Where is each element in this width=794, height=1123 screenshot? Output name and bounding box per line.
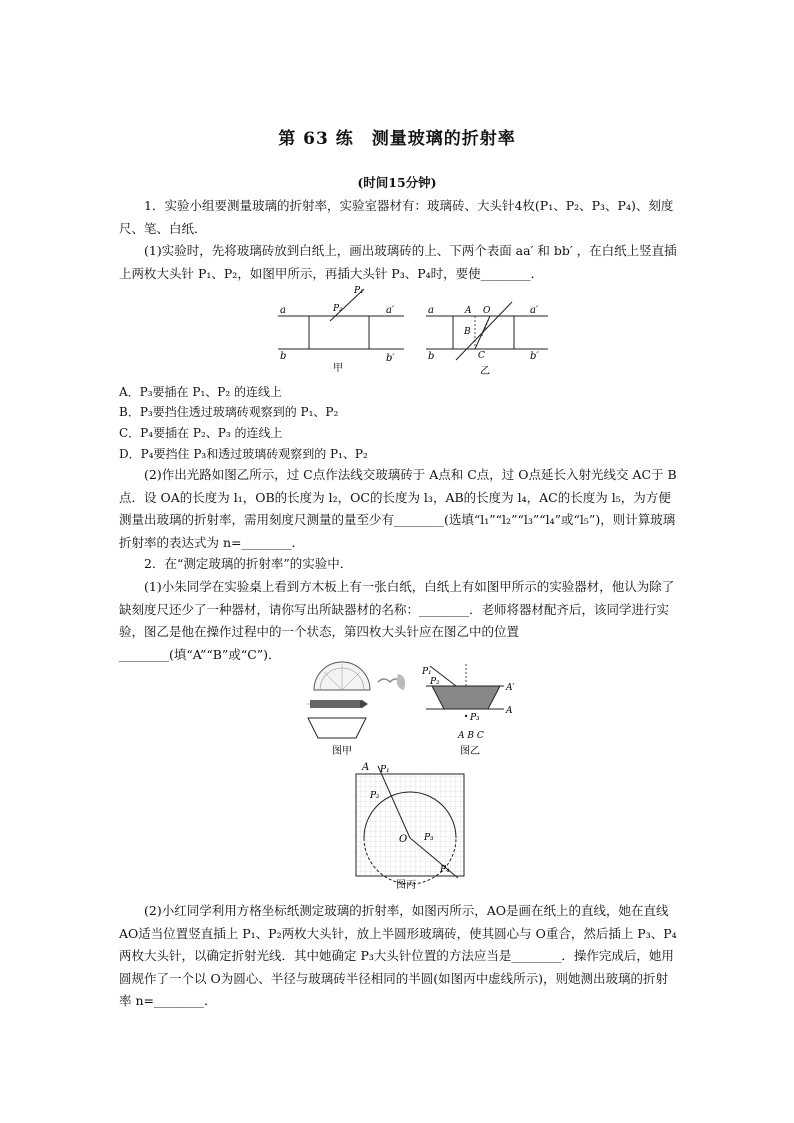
yi-label-b: b <box>428 351 435 362</box>
yi-label-A: A <box>465 306 472 316</box>
tubing-label-p3: P₃ <box>424 833 434 843</box>
q1-option-d: D．P₄要挡住 P₃和透过玻璃砖观察到的 P₁、P₂ <box>119 447 368 461</box>
jia-caption: 甲 <box>333 363 343 374</box>
q1-stem: 1．实验小组要测量玻璃的折射率，实验室器材有：玻璃砖、大头针4枚(P₁、P₂、P₃、P₄)、刻度尺、笔、白纸． <box>119 198 674 236</box>
q1-option-b: B．P₃要挡住透过玻璃砖观察到的 P₁、P₂ <box>119 405 339 419</box>
yi-label-C: C <box>478 351 485 361</box>
q2-stem: 2．在“测定玻璃的折射率”的实验中． <box>144 556 353 571</box>
q1-option-a: A．P₃要插在 P₁、P₂ 的连线上 <box>119 385 282 399</box>
q1-part2: (2)作出光路如图乙所示，过 C点作法线交玻璃砖于 A点和 C点，过 O点延长入射光线交 AC于 B点．设 OA的长度为 l₁，OB的长度为 l₂，OC的长度为 l₃，AB的长度为 l₄，AC的长度为 l₅，为方便测量出玻璃的折射率，需用刻度尺测量的量至少有________(选填“l₁”“l₂”“l₃”“l₄”或“l₅”)，则计算玻璃折射率的表达式为 n=________． <box>119 467 677 550</box>
tubing-label-O: O <box>399 834 408 845</box>
jia-label-p1: P₁ <box>354 286 364 296</box>
figure-jia <box>272 283 412 378</box>
figure-tubing <box>350 756 470 892</box>
tuyi-label-p3: P₃ <box>470 713 480 723</box>
tuyi-label-abc: A B C <box>458 731 484 741</box>
figure-tuyi <box>412 660 522 760</box>
tubing-label-p2: P₂ <box>370 791 380 801</box>
yi-label-a2: a′ <box>530 305 539 316</box>
jia-label-b: b <box>280 351 287 362</box>
tuyi-label-p2: P₂ <box>430 677 440 687</box>
jia-label-a2: a′ <box>386 305 395 316</box>
tubing-label-p4: P₄ <box>440 865 450 875</box>
tubing-label-p1: P₁ <box>380 765 390 775</box>
yi-caption: 乙 <box>480 366 490 377</box>
q2-part1: (1)小朱同学在实验桌上看到方木板上有一张白纸，白纸上有如图甲所示的实验器材，他认为除了缺刻度尺还少了一种器材，请你写出所缺器材的名称：________．老师将器材配齐后，该同学进行实验，图乙是他在操作过程中的一个状态，第四枚大头针应在图乙中的位置________(填“A”“B”或“C”)． <box>119 579 675 662</box>
q2-part2: (2)小红同学利用方格坐标纸测定玻璃的折射率，如图丙所示，AO是画在纸上的直线，她在直线 AO适当位置竖直插上 P₁、P₂两枚大头针，放上半圆形玻璃砖，使其圆心与 O重合，然后插上 P₃、P₄两枚大头针，以确定折射光线．其中她确定 P₃大头针位置的方法应当是________．操作完成后，她用圆规作了一个以 O为圆心、半径与玻璃砖半径相同的半圆(如图丙中虚线所示)，则她测出玻璃的折射率 n=________． <box>119 903 677 1008</box>
tuyi-label-p1: P₁ <box>422 667 432 677</box>
jia-label-b2: b′ <box>386 353 395 364</box>
yi-label-b2: b′ <box>530 351 539 362</box>
tuyi-caption: 图乙 <box>460 746 480 757</box>
tujia-caption: 图甲 <box>332 746 352 757</box>
jia-label-p2: P₂ <box>333 304 343 314</box>
tuyi-label-A: A <box>506 706 513 716</box>
tubing-caption: 图丙 <box>396 880 416 891</box>
q1-option-c: C．P₄要插在 P₂、P₃ 的连线上 <box>119 426 283 440</box>
page-title: 第 63 练 测量玻璃的折射率 <box>278 129 516 149</box>
yi-label-O: O <box>483 306 491 316</box>
tuyi-label-A2: A′ <box>506 683 515 693</box>
time-limit: (时间15分钟) <box>357 175 437 190</box>
q1-part1: (1)实验时，先将玻璃砖放到白纸上，画出玻璃砖的上、下两个表面 aa′ 和 bb′ ，在白纸上竖直插上两枚大头针 P₁、P₂，如图甲所示，再插大头针 P₃、P₄时，要使________． <box>119 243 677 281</box>
figure-yi <box>420 298 555 378</box>
tubing-label-A: A <box>362 762 370 773</box>
yi-label-a: a <box>428 305 434 316</box>
jia-label-a: a <box>280 305 286 316</box>
yi-label-B: B <box>464 327 471 337</box>
figure-tujia <box>302 660 422 758</box>
